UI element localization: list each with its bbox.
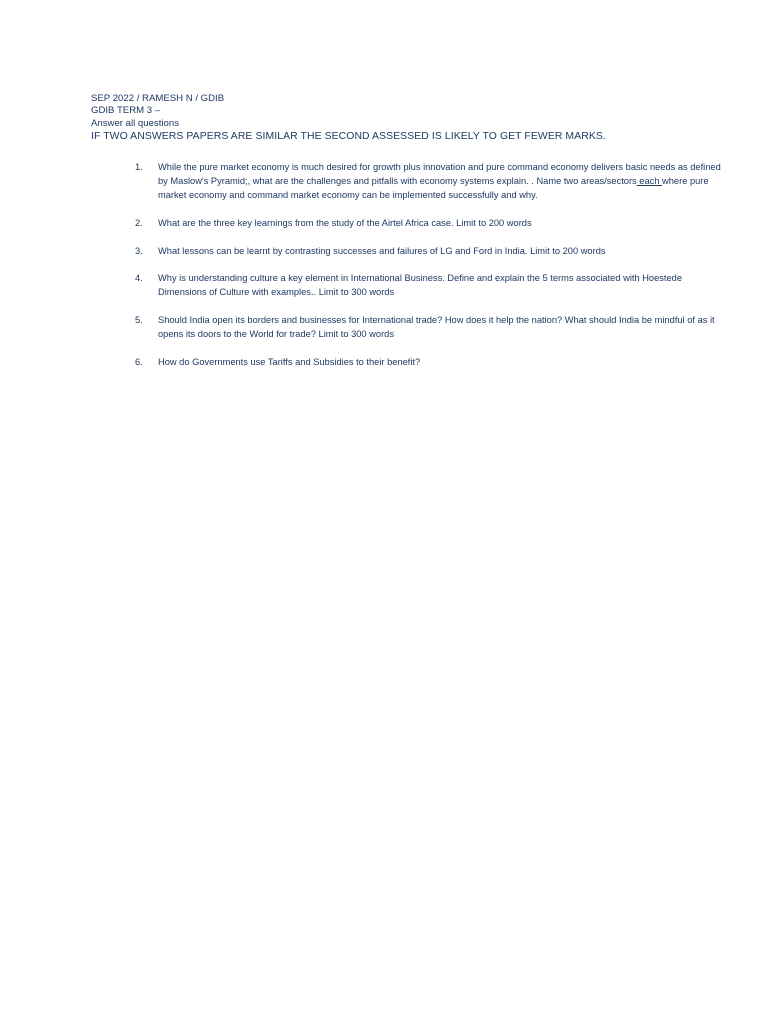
question-text <box>158 160 725 202</box>
question-number: 2. <box>135 217 143 228</box>
question-text-part: where pure market economy and command market economy can be implemented successfully and why. <box>158 176 709 201</box>
similarity-warning: IF TWO ANSWERS PAPERS ARE SIMILAR THE SECOND ASSESSED IS LIKELY TO GET FEWER MARKS. <box>91 131 606 143</box>
question-item-2 <box>135 216 725 230</box>
question-number: 3. <box>135 245 143 256</box>
question-text: How do Governments use Tariffs and Subsidies to their benefit? <box>158 356 421 367</box>
question-text: What are the three key learnings from the study of the Airtel Africa case. Limit to 200 words <box>158 217 532 228</box>
question-text-part: While the pure market economy is much desired for growth plus innovation and pure command economy delivers basic needs as defined by Maslow's Pyramid;, what are the challenges and pitfalls with economy systems explain. . Name two areas/sectors <box>158 162 721 187</box>
question-item-1 <box>135 160 725 202</box>
question-item-6 <box>135 355 725 369</box>
document-header <box>91 93 731 144</box>
question-text: Why is understanding culture a key element in International Business. Define and explain the 5 terms associated with Hoestede Dimensions of Culture with examples.. Limit to 300 words <box>158 273 683 298</box>
instruction-line: Answer all questions <box>91 117 179 129</box>
question-number: 1. <box>135 162 143 172</box>
question-item-4 <box>135 271 725 299</box>
course-line: SEP 2022 / RAMESH N / GDIB <box>91 93 225 104</box>
question-list <box>135 160 725 383</box>
question-item-5 <box>135 313 725 341</box>
question-text: Should India open its borders and businesses for International trade? How does it help the nation? What should India be mindful of as it opens its doors to the World for trade? Limit to 300 words <box>158 315 715 340</box>
question-number: 5. <box>135 315 143 326</box>
question-item-3 <box>135 244 725 258</box>
question-number: 4. <box>135 273 143 284</box>
term-line: GDIB TERM 3 – <box>91 105 161 117</box>
question-number: 6. <box>135 356 143 367</box>
underlined-word: each <box>636 176 663 187</box>
question-text: What lessons can be learnt by contrasting successes and failures of LG and Ford in India. Limit to 200 words <box>158 245 606 256</box>
